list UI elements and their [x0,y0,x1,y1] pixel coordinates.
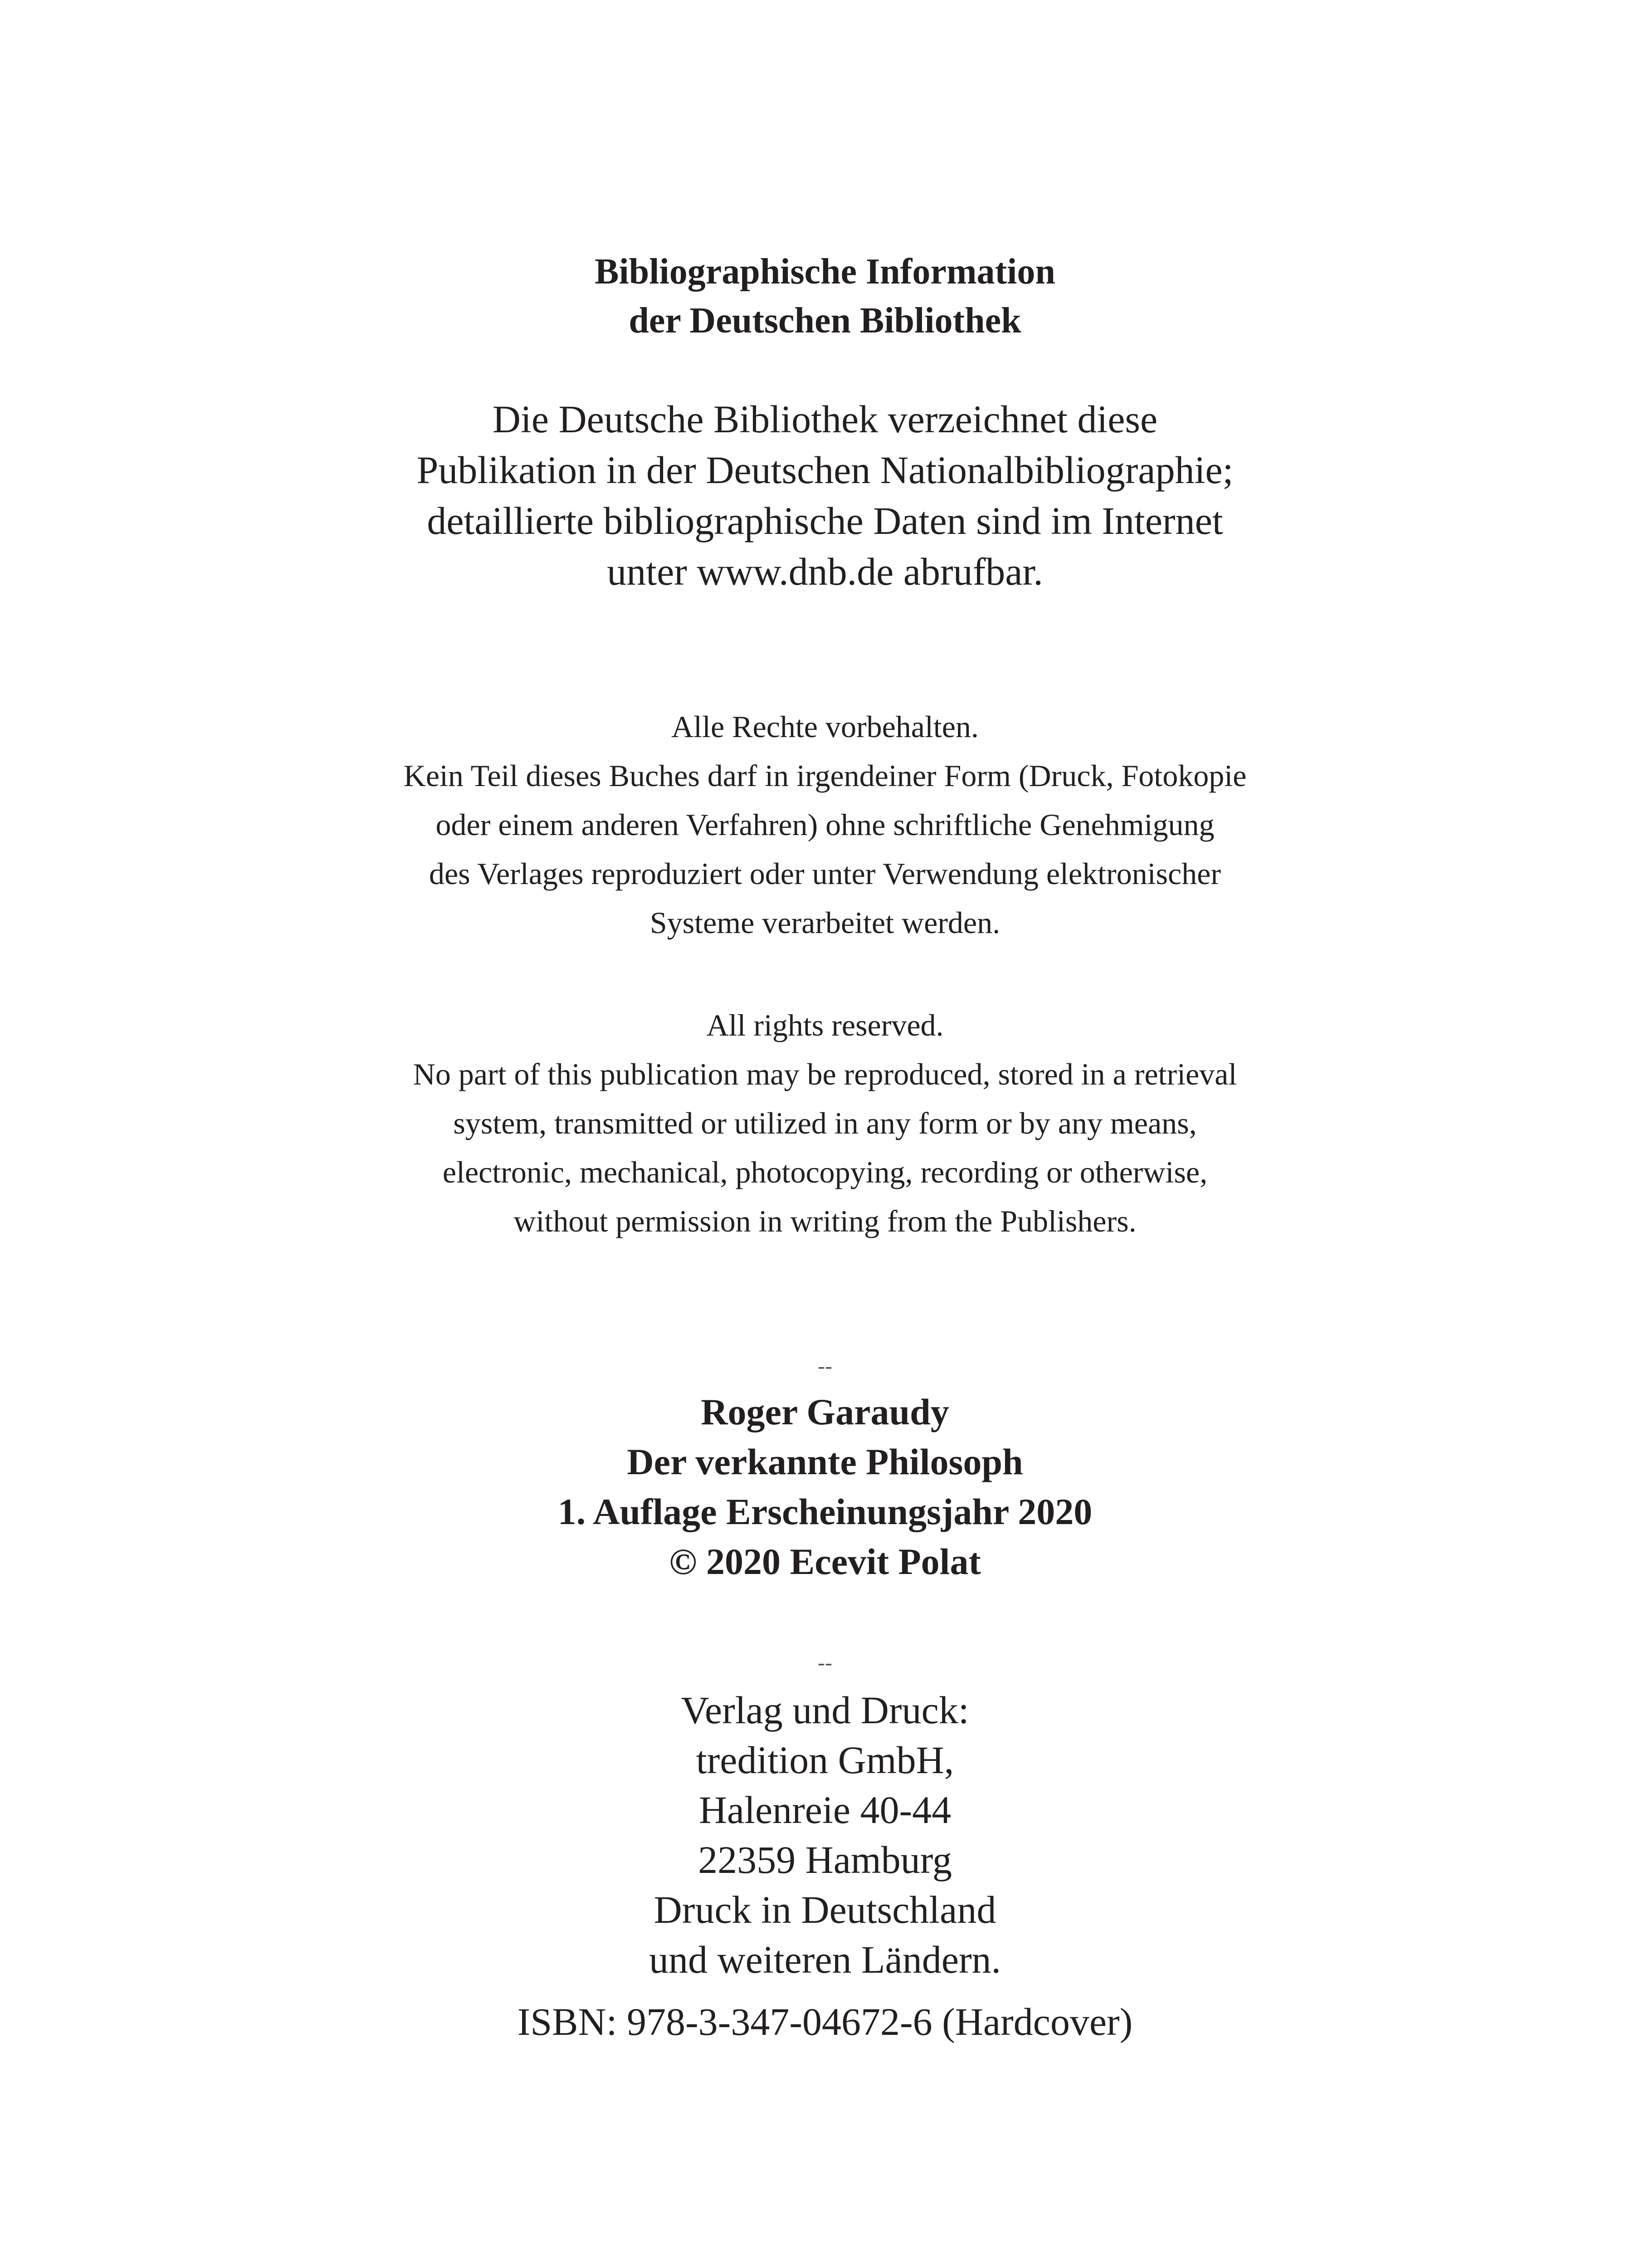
rights-notice-german [0,702,1650,947]
rights-line: electronic, mechanical, photocopying, recording or otherwise, [442,1155,1208,1189]
separator: -- [818,1354,832,1378]
notice-line: unter www.dnb.de abrufbar. [607,550,1043,593]
rights-line: Systeme verarbeitet werden. [649,905,1001,940]
rights-line: No part of this publication may be reproduced, stored in a retrieval [413,1057,1237,1091]
book-copyright: © 2020 Ecevit Polat [669,1541,981,1582]
rights-line: without permission in writing from the Publishers. [513,1204,1137,1238]
heading-line: Bibliographische Information [595,252,1055,292]
separator: -- [818,1651,832,1675]
book-info [0,1387,1650,1587]
rights-line: des Verlages reproduziert oder unter Verwendung elektronischer [429,856,1221,891]
book-edition: 1. Auflage Erscheinungsjahr 2020 [557,1491,1093,1532]
book-title: Der verkannte Philosoph [627,1441,1023,1482]
notice-line: Die Deutsche Bibliothek verzeichnet diese [492,397,1158,441]
rights-notice-english [0,1001,1650,1246]
heading-line: der Deutschen Bibliothek [629,301,1021,341]
publisher-line: Verlag und Druck: [681,1688,969,1732]
publisher-line: und weiteren Ländern. [649,1938,1001,1981]
book-author: Roger Garaudy [701,1391,949,1432]
notice-line: Publikation in der Deutschen Nationalbibliographie; [416,448,1234,492]
rights-line: Kein Teil dieses Buches darf in irgendeiner Form (Druck, Fotokopie [403,758,1247,793]
publisher-line: tredition GmbH, [696,1738,954,1782]
publisher-line: 22359 Hamburg [698,1838,952,1882]
bibliographic-notice [0,394,1650,597]
rights-line: system, transmitted or utilized in any form or by any means, [453,1106,1197,1140]
rights-line: Alle Rechte vorbehalten. [671,709,979,744]
publisher-line: Druck in Deutschland [654,1888,996,1931]
publisher-line: Halenreie 40-44 [698,1788,952,1832]
rights-line: All rights reserved. [706,1008,944,1042]
isbn: ISBN: 978-3-347-04672-6 (Hardcover) [517,2000,1133,2043]
rights-line: oder einem anderen Verfahren) ohne schriftliche Genehmigung [435,807,1215,842]
publisher-info [0,1685,1650,1984]
notice-line: detaillierte bibliographische Daten sind im Internet [427,499,1223,543]
bibliographic-heading [0,247,1650,345]
